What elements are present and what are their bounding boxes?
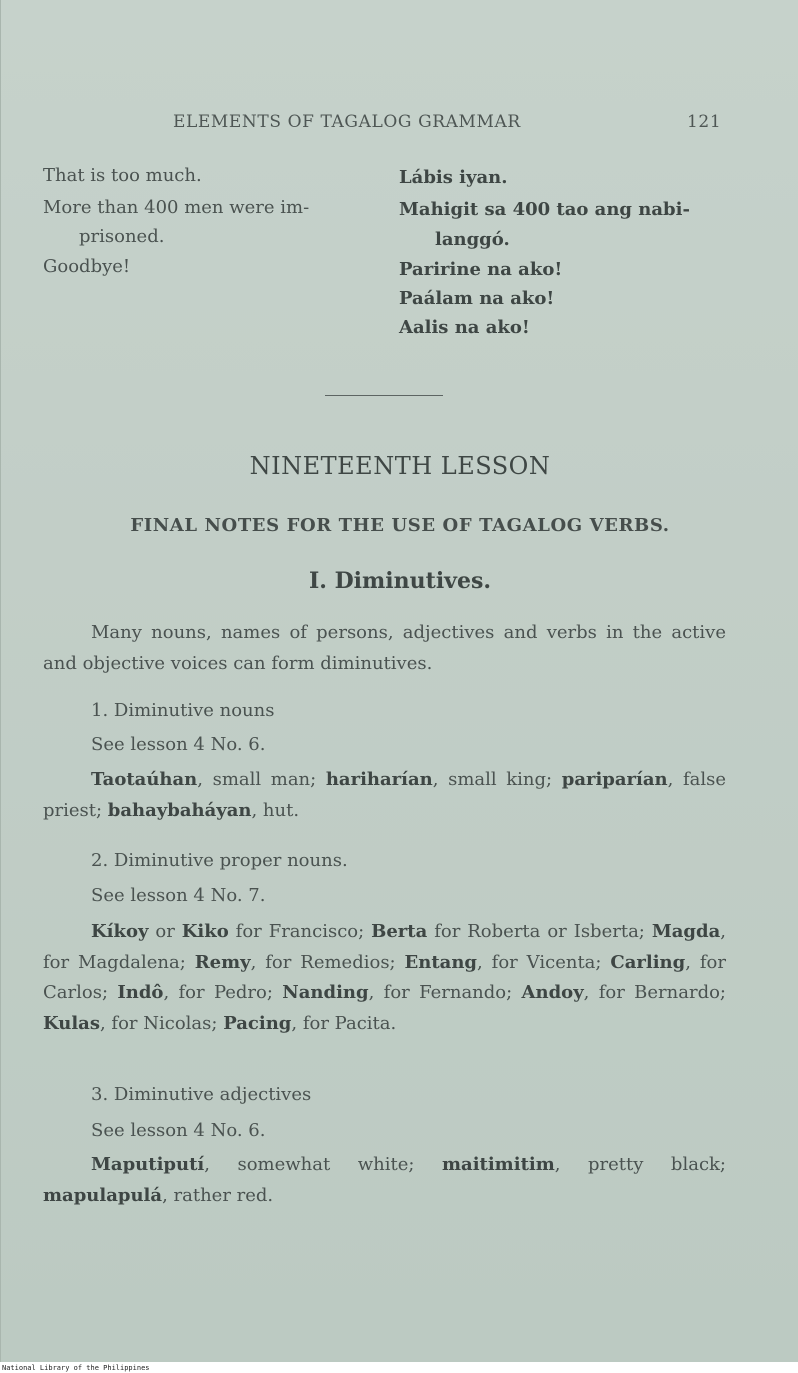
lesson-reference: See lesson 4 No. 7. <box>91 885 266 906</box>
lesson-reference: See lesson 4 No. 6. <box>91 1120 266 1141</box>
term-gloss: , pretty black; <box>554 1154 726 1175</box>
phrase-tagalog: Paálam na ako! <box>399 288 555 309</box>
phrase-english-continued: prisoned. <box>79 226 165 247</box>
phrase-tagalog: Mahigit sa 400 tao ang nabi- <box>399 199 690 220</box>
phrase-english: Goodbye! <box>43 256 131 277</box>
term-gloss: , somewhat white; <box>204 1154 442 1175</box>
tagalog-term: Kiko <box>181 921 229 942</box>
scan-credit: National Library of the Philippines <box>2 1364 150 1372</box>
tagalog-term: Berta <box>371 921 428 942</box>
phrase-tagalog: Aalis na ako! <box>399 317 530 338</box>
phrase-tagalog-continued: langgó. <box>435 229 510 250</box>
tagalog-term: Taotaúhan <box>91 769 198 790</box>
tagalog-term: mapulapulá <box>43 1184 163 1206</box>
item-heading: 2. Diminutive proper nouns. <box>91 850 348 871</box>
term-gloss: , for Pacita. <box>291 1012 397 1034</box>
term-gloss: , for Fernando; <box>368 982 522 1003</box>
term-gloss: , for Remedios; <box>250 951 405 973</box>
section-heading: I. Diminutives. <box>308 568 491 594</box>
term-gloss: , for Vicenta; <box>477 951 611 973</box>
page-number: 121 <box>687 112 722 132</box>
lesson-title: NINETEENTH LESSON <box>249 452 551 480</box>
item-heading: 1. Diminutive nouns <box>91 700 275 721</box>
tagalog-term: Remy <box>194 951 251 973</box>
term-gloss: , for Pedro; <box>163 982 283 1003</box>
phrase-tagalog: Lábis iyan. <box>399 167 508 188</box>
term-gloss: , rather red. <box>162 1184 274 1206</box>
tagalog-term: maitimitim <box>441 1154 555 1175</box>
term-gloss: , for Bernardo; <box>583 982 726 1003</box>
lesson-reference: See lesson 4 No. 6. <box>91 734 266 755</box>
term-gloss: , for Carlos; <box>43 951 726 1003</box>
term-gloss: , small king; <box>432 769 562 790</box>
examples-paragraph <box>43 1150 726 1211</box>
tagalog-term: Entang <box>404 951 478 973</box>
tagalog-term: Kíkoy <box>91 921 149 942</box>
tagalog-term: Pacing <box>223 1012 292 1034</box>
item-heading: 3. Diminutive adjectives <box>91 1084 312 1105</box>
tagalog-term: Kulas <box>43 1012 100 1034</box>
examples-paragraph <box>43 765 726 826</box>
phrase-english: More than 400 men were im- <box>43 197 310 218</box>
examples-paragraph <box>43 917 726 1039</box>
running-header <box>1 112 798 136</box>
term-gloss: or <box>148 921 182 942</box>
tagalog-term: Indô <box>117 982 164 1003</box>
tagalog-term: Andoy <box>521 982 584 1003</box>
term-gloss: , small man; <box>197 769 326 790</box>
lesson-subtitle: FINAL NOTES FOR THE USE OF TAGALOG VERBS. <box>130 515 670 536</box>
tagalog-term: Carling <box>610 951 686 973</box>
phrase-tagalog: Paririne na ako! <box>399 259 563 280</box>
term-gloss: , hut. <box>251 799 300 821</box>
tagalog-term: bahaybaháyan <box>107 799 252 821</box>
tagalog-term: pariparían <box>561 769 668 790</box>
tagalog-term: Magda <box>651 921 721 942</box>
term-gloss: , false priest; <box>43 769 727 821</box>
term-gloss: , for Nicolas; <box>99 1012 224 1034</box>
tagalog-term: Nanding <box>282 982 369 1003</box>
section-divider <box>325 395 443 396</box>
intro-paragraph: Many nouns, names of persons, adjectives and verbs in the active and objective voices can form diminutives. <box>43 622 726 674</box>
tagalog-term: Maputiputí <box>91 1154 205 1175</box>
term-gloss: for Roberta or Isberta; <box>427 921 652 942</box>
term-gloss: for Francisco; <box>228 921 372 942</box>
term-gloss: , for Magdalena; <box>43 921 726 973</box>
phrase-english: That is too much. <box>43 165 202 186</box>
running-title: ELEMENTS OF TAGALOG GRAMMAR <box>173 112 521 132</box>
tagalog-term: hariharían <box>325 769 433 790</box>
